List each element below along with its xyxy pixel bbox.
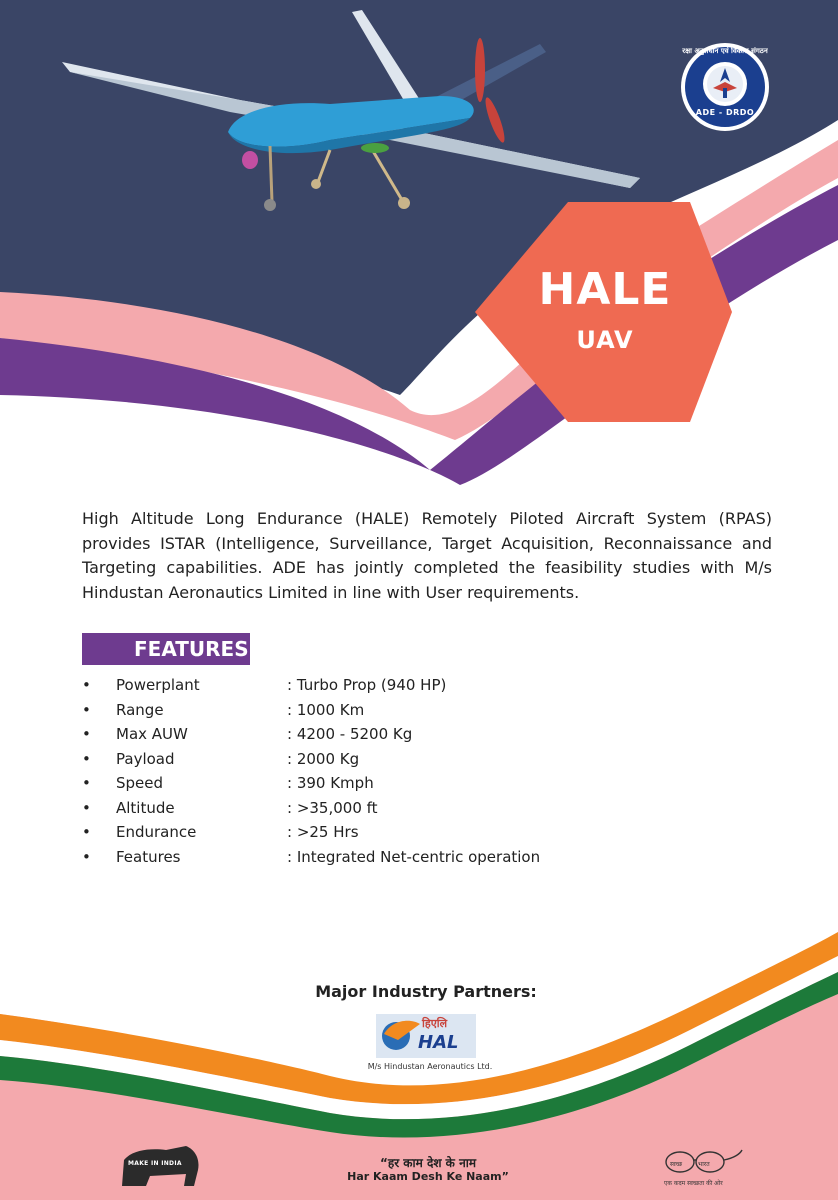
emblem-bottom-text: ADE - DRDO [695,108,755,117]
list-item [82,845,762,870]
bullet: • [82,676,91,694]
bullet: • [82,798,91,817]
list-item [82,722,762,747]
page-title: HALE [538,264,672,315]
feature-label: Speed [116,774,164,792]
list-item [82,747,762,772]
feature-label: Powerplant [116,676,200,694]
list-item [82,820,762,845]
hal-logo-text: HAL [418,1032,459,1053]
feature-label: Range [116,700,164,719]
swachh-right-text: भारत [698,1161,710,1168]
feature-value: : 390 Kmph [287,774,374,792]
feature-label: Altitude [116,798,175,817]
bullet: • [82,749,91,768]
partners-heading: Major Industry Partners: [315,982,537,1001]
list-item [82,796,762,821]
motto-hindi: “हर काम देश के नाम [379,1156,477,1170]
feature-value: : >25 Hrs [287,823,359,841]
feature-value: : 1000 Km [287,700,365,719]
hal-logo-hindi: हिएलि [422,1017,448,1030]
list-item [82,673,762,698]
list-item [82,771,762,796]
feature-value: : >35,000 ft [287,798,378,817]
list-item [82,698,762,723]
bullet: • [82,823,91,841]
feature-value: : Turbo Prop (940 HP) [287,676,447,694]
feature-label: Endurance [116,823,197,841]
make-in-india-logo: MAKE IN INDIA [128,1160,182,1167]
motto-english: Har Kaam Desh Ke Naam” [347,1170,509,1183]
swachh-left-text: स्वच्छ [670,1161,683,1168]
bullet: • [82,774,91,792]
bullet: • [82,847,91,866]
feature-value: : 2000 Kg [287,749,360,768]
bullet: • [82,700,91,719]
features-heading: FEATURES [82,633,250,665]
page-subtitle: UAV [576,326,634,354]
feature-label: Features [116,847,181,866]
features-list [82,673,762,869]
emblem-top-text: रक्षा अनुसंधान एवं विकास संगठन [682,47,768,55]
swachh-caption: एक कदम स्वच्छता की ओर [664,1180,723,1187]
feature-value: : Integrated Net-centric operation [287,847,541,866]
hal-caption: M/s Hindustan Aeronautics Ltd. [367,1062,493,1071]
feature-label: Payload [116,749,175,768]
bullet: • [82,725,91,743]
feature-label: Max AUW [116,725,188,743]
feature-value: : 4200 - 5200 Kg [287,725,413,743]
intro-paragraph: High Altitude Long Endurance (HALE) Remotely Piloted Aircraft System (RPAS) provides ISTAR (Intelligence, Surveillance, Target Acquisition, Reconnaissance and Targeting capabilities. ADE has jointly completed the feasibility studies with M/s Hindustan Aeronautics Limited in line with User requirements. [82,509,772,602]
